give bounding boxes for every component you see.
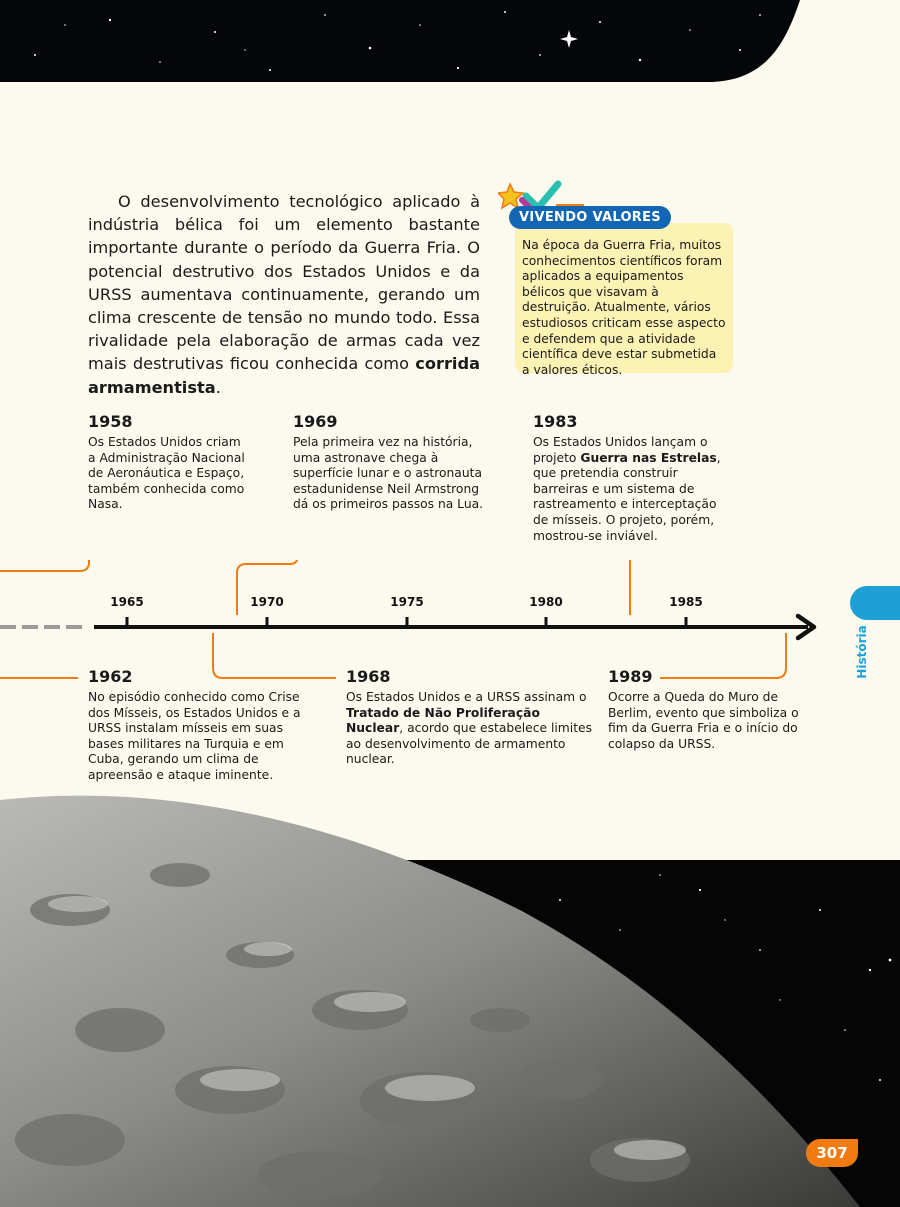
- event-text: No episódio conhecido como Crise dos Mísseis, os Estados Unidos e a URSS instalam mísseis em suas bases militares na Turquia e em Cuba, gerando um clima de apreensão e ataque iminente.: [88, 690, 301, 782]
- tick-label-1975: 1975: [390, 595, 424, 609]
- event-1989: [608, 667, 804, 752]
- event-1958: [88, 412, 248, 513]
- event-1968: 1968 Os Estados Unidos e a URSS assinam o Tratado de Não Proliferação Nuclear, acordo que estabelece limites ao desenvolvimento de armamento nuclear.: [346, 667, 592, 767]
- event-text: Os Estados Unidos criam a Administração Nacional de Aeronáutica e Espaço, também conhecida como Nasa.: [88, 435, 245, 512]
- event-year: 1989: [608, 667, 653, 686]
- tick-label-1980: 1980: [529, 595, 563, 609]
- event-year: 1962: [88, 667, 133, 686]
- term-corrida-armamentista: corrida armamentista: [88, 354, 480, 397]
- event-1983: 1983 Os Estados Unidos lançam o projeto Guerra nas Estrelas, que pretendia construir barreiras e um sistema de rastreamento e interceptação de mísseis. O projeto, porém, mostrou-se inviável.: [533, 412, 729, 544]
- tick-label-1985: 1985: [669, 595, 703, 609]
- tick-label-1965: 1965: [110, 595, 144, 609]
- space-background-top: [0, 0, 900, 90]
- event-1969: [293, 412, 485, 513]
- term-guerra-nas-estrelas: Guerra nas Estrelas: [580, 450, 717, 465]
- intro-paragraph: O desenvolvimento tecnológico aplicado à indústria bélica foi um elemento bastante importante durante o período da Guerra Fria. O potencial destrutivo dos Estados Unidos e da URSS aumentava continuamente, gerando um clima crescente de tensão no mundo todo. Essa rivalidade pela elaboração de armas cada vez mais destrutivas ficou conhecida como corrida armamentista.: [88, 192, 480, 397]
- vivendo-valores-box: [515, 223, 733, 377]
- vivendo-valores-text: Na época da Guerra Fria, muitos conhecimentos científicos foram aplicados a equipamentos bélicos que visavam à destruição. Atualmente, vários estudiosos criticam esse aspecto e defendem que a atividade científica deve estar submetida a valores éticos.: [522, 238, 726, 377]
- event-text: Pela primeira vez na história, uma astronave chega à superfície lunar e o astronauta estadunidense Neil Armstrong dá os primeiros passos na Lua.: [293, 435, 484, 512]
- tick-label-1970: 1970: [250, 595, 284, 609]
- page-number: 307: [806, 1139, 858, 1167]
- event-1962: [88, 667, 310, 784]
- subject-tab-label: História: [855, 625, 869, 679]
- event-year: 1968: [346, 667, 391, 686]
- event-year: 1958: [88, 412, 133, 431]
- vivendo-valores-badge: VIVENDO VALORES: [509, 206, 671, 229]
- term-tratado-nao-proliferacao: Tratado de Não Proliferação Nuclear: [346, 705, 540, 736]
- event-text: Ocorre a Queda do Muro de Berlim, evento que simboliza o fim da Guerra Fria e o início do colapso da URSS.: [608, 690, 799, 751]
- event-year: 1969: [293, 412, 338, 431]
- connector-1958: [0, 560, 89, 571]
- subject-tab: [850, 586, 900, 620]
- event-year: 1983: [533, 412, 578, 431]
- moon-surface-image: [0, 780, 900, 1207]
